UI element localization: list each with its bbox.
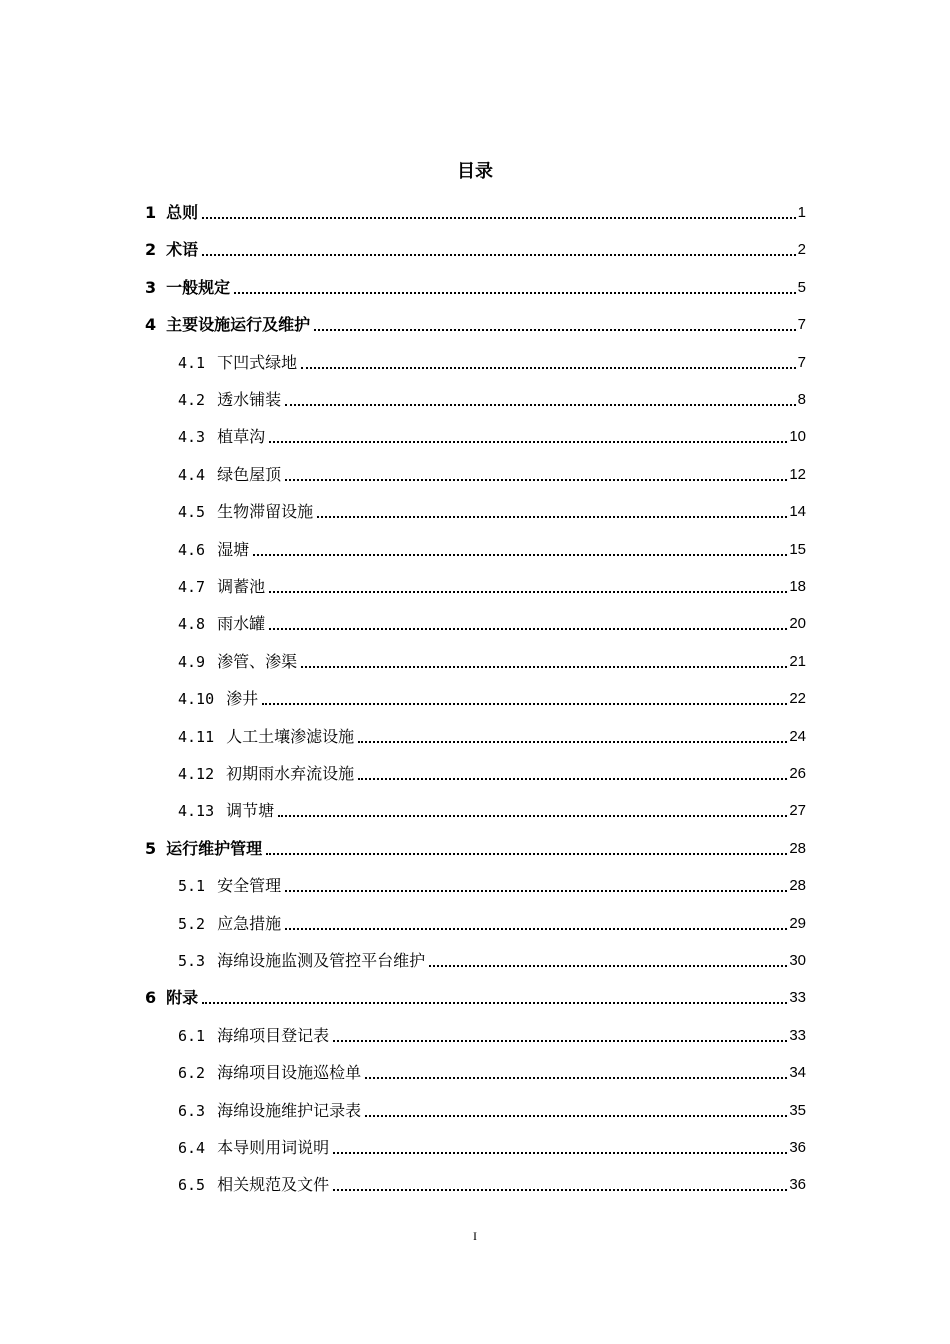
toc-entry-number: 5.2 (178, 914, 206, 933)
toc-entry-page: 15 (789, 540, 806, 558)
toc-entry-section[interactable] (178, 869, 806, 897)
toc-entry-number: 4.10 (178, 690, 215, 709)
toc-entry-section[interactable] (178, 495, 806, 523)
toc-entry-chapter[interactable] (145, 271, 806, 299)
toc-entry-title: 渗管、渗渠 (217, 651, 298, 671)
toc-entry-section[interactable] (178, 1056, 806, 1084)
toc-entry-page: 18 (789, 578, 806, 595)
toc-entry-number: 6.5 (178, 1176, 206, 1195)
toc-entry-page: 33 (789, 989, 806, 1007)
toc-entry-number: 4.12 (178, 765, 215, 783)
toc-entry-number: 4.13 (178, 802, 215, 821)
toc-entry-page: 20 (789, 615, 806, 633)
toc-dot-leader (301, 666, 787, 668)
toc-dot-leader (202, 217, 796, 219)
toc-entry-title: 相关规范及文件 (217, 1175, 330, 1195)
toc-entry-page: 35 (789, 1101, 806, 1119)
toc-entry-section[interactable] (178, 794, 806, 822)
toc-entry-number: 1 (145, 203, 157, 222)
toc-entry-page: 7 (797, 316, 806, 334)
toc-dot-leader (262, 703, 787, 705)
toc-entry-title: 运行维护管理 (166, 838, 263, 858)
toc-entry-section[interactable] (178, 1094, 806, 1122)
toc-entry-title: 安全管理 (217, 876, 282, 896)
toc-dot-leader (285, 479, 787, 481)
toc-entry-number: 5.1 (178, 877, 206, 896)
toc-entry-title: 透水铺装 (217, 390, 282, 409)
toc-entry-title: 湿塘 (217, 539, 250, 559)
toc-entry-number: 6.4 (178, 1139, 206, 1157)
toc-entry-number: 4.3 (178, 428, 206, 447)
toc-dot-leader (285, 890, 787, 892)
toc-entry-title: 本导则用词说明 (217, 1138, 330, 1157)
toc-dot-leader (285, 928, 787, 930)
toc-dot-leader (202, 254, 796, 256)
toc-dot-leader (365, 1077, 787, 1079)
toc-entry-number: 6 (145, 988, 157, 1008)
toc-entry-title: 应急措施 (217, 913, 282, 933)
toc-entry-title: 术语 (166, 240, 199, 260)
toc-entry-page: 36 (789, 1139, 806, 1156)
toc-entry-page: 10 (789, 428, 806, 446)
toc-title: 目录 (457, 161, 493, 182)
toc-entry-title: 植草沟 (217, 427, 266, 447)
toc-dot-leader (266, 853, 787, 855)
toc-entry-number: 4.7 (178, 578, 206, 596)
toc-entry-page: 8 (797, 391, 806, 408)
toc-entry-page: 28 (789, 877, 806, 895)
toc-dot-leader (253, 554, 787, 556)
toc-entry-number: 4.11 (178, 727, 215, 746)
toc-entry-title: 海绵项目设施巡检单 (217, 1063, 362, 1083)
toc-entry-page: 22 (789, 690, 806, 708)
toc-dot-leader (234, 292, 796, 294)
toc-entry-page: 5 (797, 278, 806, 296)
toc-entry-number: 4.5 (178, 503, 206, 522)
toc-dot-leader (285, 404, 796, 406)
toc-dot-leader (269, 628, 787, 630)
toc-dot-leader (317, 516, 787, 518)
toc-dot-leader (333, 1152, 787, 1154)
toc-entry-chapter[interactable] (145, 308, 806, 336)
toc-entry-title: 附录 (166, 988, 199, 1008)
toc-entry-section[interactable] (178, 1019, 806, 1047)
toc-entry-number: 4.6 (178, 540, 206, 559)
toc-entry-title: 海绵设施维护记录表 (217, 1100, 362, 1120)
toc-entry-title: 海绵项目登记表 (217, 1025, 330, 1045)
toc-entry-page: 28 (789, 839, 806, 857)
toc-entry-number: 6.1 (178, 1026, 206, 1045)
toc-dot-leader (333, 1040, 787, 1042)
toc-entry-page: 26 (789, 765, 806, 782)
toc-entry-page: 30 (789, 952, 806, 969)
toc-dot-leader (269, 591, 787, 593)
toc-dot-leader (358, 778, 787, 780)
toc-entry-section[interactable] (178, 570, 806, 598)
toc-entry-section[interactable] (178, 757, 806, 785)
toc-entry-section[interactable] (178, 607, 806, 635)
toc-entry-title: 人工土壤渗滤设施 (226, 726, 355, 746)
toc-entry-page: 36 (789, 1176, 806, 1194)
toc-entry-number: 4.2 (178, 391, 206, 409)
toc-entry-section[interactable] (178, 346, 806, 374)
toc-entry-number: 3 (145, 277, 157, 297)
toc-entry-section[interactable] (178, 682, 806, 710)
toc-dot-leader (278, 815, 787, 817)
toc-entry-title: 生物滞留设施 (217, 502, 314, 522)
toc-entry-number: 6.3 (178, 1101, 206, 1120)
toc-entry-chapter[interactable] (145, 981, 806, 1009)
toc-entry-page: 1 (797, 204, 806, 221)
toc-entry-page: 33 (789, 1026, 806, 1044)
toc-entry-number: 4.4 (178, 465, 206, 484)
toc-entry-title: 初期雨水弃流设施 (226, 764, 355, 783)
toc-dot-leader (333, 1189, 787, 1191)
page-footer-number: I (473, 1229, 477, 1243)
toc-dot-leader (269, 441, 787, 443)
toc-entry-chapter[interactable] (145, 233, 806, 261)
toc-entry-chapter[interactable] (145, 196, 806, 224)
toc-dot-leader (301, 367, 796, 369)
toc-entry-section[interactable] (178, 1131, 806, 1159)
toc-entry-title: 总则 (166, 203, 199, 222)
toc-entry-number: 2 (145, 240, 157, 260)
toc-entry-title: 下凹式绿地 (217, 352, 298, 372)
toc-entry-page: 7 (797, 353, 806, 371)
toc-entry-section[interactable] (178, 1168, 806, 1196)
toc-entry-title: 渗井 (226, 689, 259, 709)
toc-entry-page: 21 (789, 652, 806, 670)
toc-entry-number: 5.3 (178, 952, 206, 970)
toc-entry-title: 调蓄池 (217, 577, 266, 596)
toc-entry-page: 27 (789, 802, 806, 820)
toc-entry-section[interactable] (178, 720, 806, 748)
toc-entry-title: 调节塘 (226, 801, 275, 821)
toc-entry-title: 主要设施运行及维护 (166, 315, 311, 335)
toc-entry-section[interactable] (178, 533, 806, 561)
toc-entry-number: 4.8 (178, 615, 206, 634)
toc-entry-section[interactable] (178, 645, 806, 673)
toc-entry-section[interactable] (178, 458, 806, 486)
toc-entry-section[interactable] (178, 383, 806, 411)
toc-entry-section[interactable] (178, 907, 806, 935)
toc-entry-page: 24 (789, 727, 806, 745)
toc-entry-section[interactable] (178, 944, 806, 972)
toc-entry-title: 雨水罐 (217, 614, 266, 634)
toc-entry-chapter[interactable] (145, 832, 806, 860)
toc-entry-page: 12 (789, 465, 806, 483)
toc-entry-page: 34 (789, 1064, 806, 1082)
toc-entry-number: 5 (145, 838, 157, 858)
toc-entry-number: 4 (145, 315, 157, 335)
toc-entry-title: 绿色屋顶 (217, 464, 282, 484)
toc-entry-page: 2 (797, 241, 806, 259)
toc-dot-leader (358, 741, 787, 743)
toc-dot-leader (365, 1115, 787, 1117)
toc-dot-leader (202, 1002, 787, 1004)
toc-entry-number: 4.9 (178, 652, 206, 671)
toc-entry-title: 一般规定 (166, 277, 231, 297)
toc-dot-leader (314, 329, 796, 331)
toc-entry-section[interactable] (178, 420, 806, 448)
toc-entry-number: 6.2 (178, 1064, 206, 1083)
toc-dot-leader (429, 965, 787, 967)
toc-entry-title: 海绵设施监测及管控平台维护 (217, 951, 426, 970)
toc-entry-number: 4.1 (178, 353, 206, 372)
toc-entry-page: 14 (789, 503, 806, 521)
toc-entry-page: 29 (789, 914, 806, 932)
